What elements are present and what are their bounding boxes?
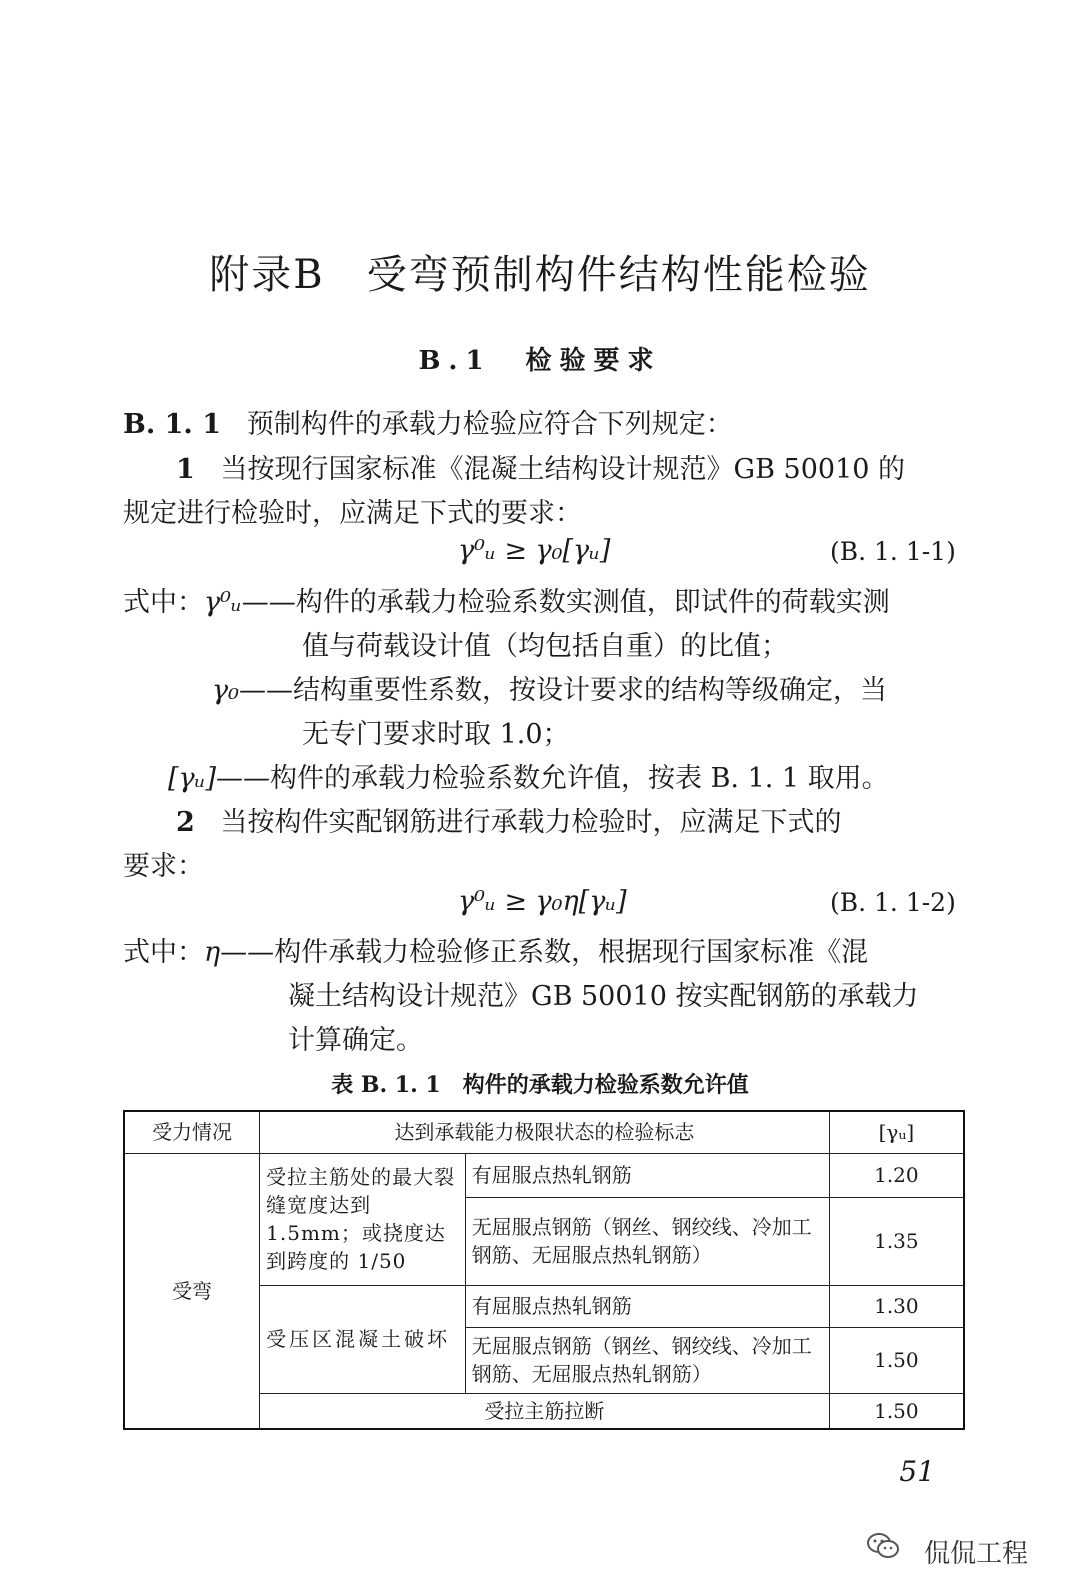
clause-line: [123, 402, 733, 441]
item1-number: 1: [176, 454, 195, 485]
def2-line2: 无专门要求时取 1.0；: [302, 719, 570, 750]
item2-line2: 要求：: [123, 851, 204, 882]
table-caption: 表 B. 1. 1 构件的承载力检验系数允许值: [331, 1072, 749, 1098]
def2-line1: [212, 668, 887, 707]
clause-number: B. 1. 1: [123, 409, 221, 440]
defs2-prefix: 式中：: [123, 937, 204, 968]
equation-number-1: (B. 1. 1-1): [830, 537, 956, 566]
factor-value: 1.20: [829, 1153, 964, 1197]
clause-text: 预制构件的承载力检验应符合下列规定：: [246, 409, 733, 440]
def2-text1: 结构重要性系数，按设计要求的结构等级确定，当: [292, 675, 887, 706]
item1-line2: 规定进行检验时，应满足下式的要求：: [123, 498, 582, 529]
item2-line1: [176, 800, 842, 839]
def2-symbol: γ₀——: [212, 675, 293, 706]
def4-text1: 构件承载力检验修正系数，根据现行国家标准《混: [274, 937, 869, 968]
condition-crack-deflection: 受拉主筋处的最大裂缝宽度达到 1.5mm；或挠度达到跨度的 1/50: [260, 1153, 466, 1285]
equation-number-2: (B. 1. 1-2): [830, 888, 956, 917]
steel-no-yield: 无屈服点钢筋（钢丝、钢绞线、冷加工钢筋、无屈服点热轧钢筋）: [465, 1327, 829, 1393]
wechat-icon: [866, 1531, 900, 1561]
factor-value: 1.30: [829, 1285, 964, 1327]
def4-line3: 计算确定。: [288, 1025, 423, 1056]
header-factor: [γᵤ]: [829, 1111, 964, 1153]
condition-rebar-rupture: 受拉主筋拉断: [260, 1393, 830, 1429]
appendix-title: 附录B 受弯预制构件结构性能检验: [209, 252, 871, 298]
steel-yield-hot-rolled: 有屈服点热轧钢筋: [465, 1153, 829, 1197]
steel-no-yield: 无屈服点钢筋（钢丝、钢绞线、冷加工钢筋、无屈服点热轧钢筋）: [465, 1197, 829, 1285]
def4-line1: [123, 930, 868, 969]
def4-symbol: η——: [204, 937, 275, 968]
factor-value: 1.50: [829, 1327, 964, 1393]
factor-value: 1.35: [829, 1197, 964, 1285]
defs-prefix: 式中：: [123, 587, 204, 618]
condition-concrete-crushing: 受压区混凝土破坏: [260, 1285, 466, 1393]
table-header-row: [124, 1111, 964, 1153]
item1-line1: [176, 447, 905, 486]
factor-value: 1.50: [829, 1393, 964, 1429]
section-heading: B.1 检验要求: [418, 346, 662, 376]
formula-2: γ⁰ᵤ ≥ γ₀η[γᵤ]: [458, 886, 627, 917]
item2-text1: 当按构件实配钢筋进行承载力检验时，应满足下式的: [220, 807, 842, 838]
def3-line1: [168, 756, 889, 795]
group-bending: 受弯: [124, 1153, 260, 1429]
def1-text1: 构件的承载力检验系数实测值，即试件的荷载实测: [295, 587, 890, 618]
def1-symbol: γ⁰ᵤ——: [204, 587, 296, 618]
header-criterion: 达到承载能力极限状态的检验标志: [260, 1111, 830, 1153]
item2-number: 2: [176, 807, 195, 838]
def1-line2: 值与荷载设计值（均包括自重）的比值；: [302, 631, 788, 662]
formula-1: γ⁰ᵤ ≥ γ₀[γᵤ]: [458, 535, 611, 566]
def3-symbol: [γᵤ]——: [168, 763, 270, 794]
watermark-text: 侃侃工程: [923, 1539, 1028, 1569]
capacity-factor-table: [123, 1110, 965, 1430]
def1-line1: [123, 580, 890, 619]
page-number: 51: [899, 1455, 935, 1488]
table-row: [124, 1153, 964, 1197]
header-load-case: 受力情况: [124, 1111, 260, 1153]
item1-text1: 当按现行国家标准《混凝土结构设计规范》GB 50010 的: [220, 454, 906, 485]
def3-text1: 构件的承载力检验系数允许值，按表 B. 1. 1 取用。: [269, 763, 889, 794]
def4-line2: 凝土结构设计规范》GB 50010 按实配钢筋的承载力: [288, 981, 919, 1012]
steel-yield-hot-rolled: 有屈服点热轧钢筋: [465, 1285, 829, 1327]
